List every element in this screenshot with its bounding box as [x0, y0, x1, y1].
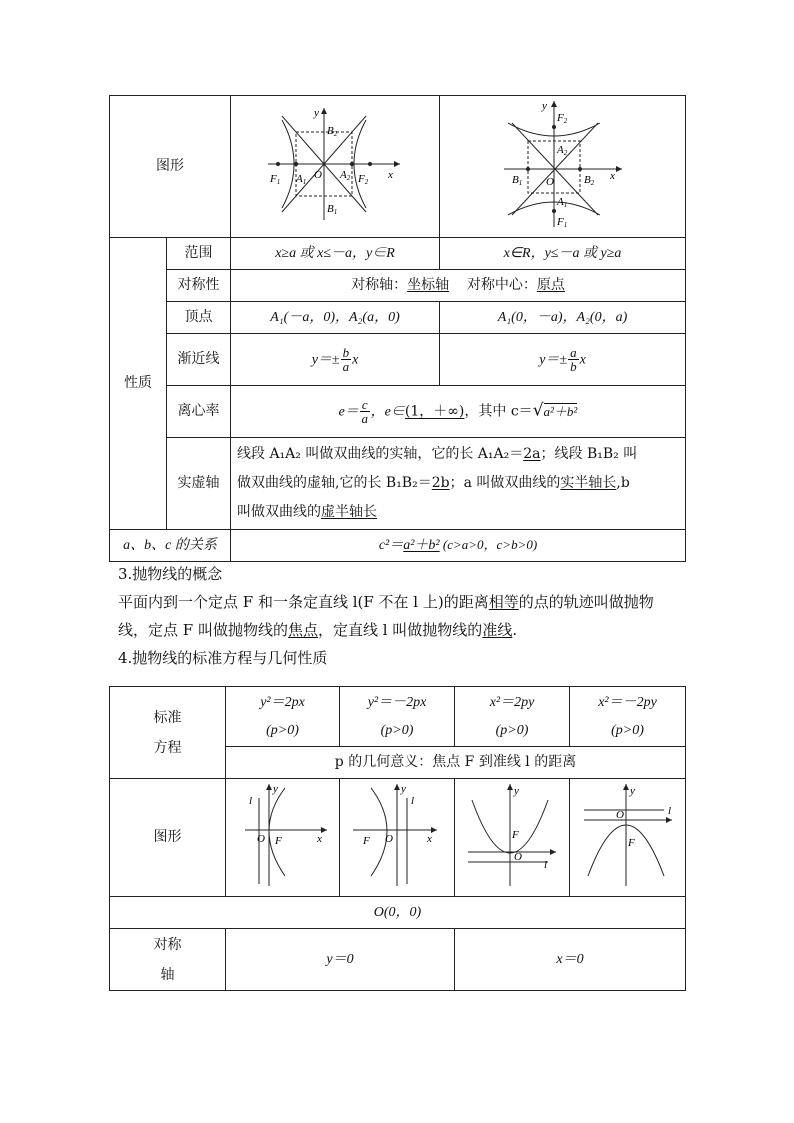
section-3: [118, 560, 688, 672]
svg-text:B2: B2: [327, 124, 338, 138]
s3-p1u: 相等: [488, 593, 519, 611]
std-eq-label-1: 标准: [153, 709, 182, 726]
ria-line2-u: 2b: [431, 475, 450, 491]
svg-text:O: O: [314, 168, 322, 181]
symmetry-axis: 坐标轴: [407, 276, 450, 293]
svg-text:F1: F1: [270, 172, 281, 186]
ria-line3: 叫做双曲线的: [237, 504, 321, 520]
real-imag-axis-label: 实虚轴: [167, 438, 231, 530]
asymptote-left: [231, 334, 440, 386]
ecc-range: (1，＋∞): [404, 403, 465, 420]
ria-line2-u2: 实半轴长: [560, 475, 617, 491]
hyperbola-table: [109, 95, 686, 562]
svg-text:F: F: [627, 836, 635, 849]
symmetry-axis-prefix: 对称轴：: [351, 276, 408, 293]
abc-lhs: c²＝: [378, 537, 404, 553]
svg-text:x: x: [609, 169, 615, 182]
ria-line1: 线段 A₁A₂ 叫做双曲线的实轴，它的长 A₁A₂＝: [237, 446, 524, 462]
section-4-heading: 4.抛物线的标准方程与几何性质: [118, 649, 328, 667]
asymptote-left-den: a: [342, 359, 350, 374]
ecc-range-text: ，e∈: [370, 404, 405, 420]
svg-text:B1: B1: [511, 173, 522, 187]
hyperbola-vertical-figure-svg: [498, 97, 628, 231]
svg-text:x: x: [427, 832, 432, 845]
asymptote-label: 渐近线: [167, 334, 231, 386]
svg-text:B1: B1: [327, 202, 338, 216]
asymptote-right: [440, 334, 686, 386]
s3-p2a: 线，定点 F 叫做抛物线的: [118, 621, 288, 639]
ria-line1-tail: ；线段 B₁B₂ 叫: [540, 446, 638, 462]
ria-line2: 做双曲线的虚轴,它的长 B₁B₂＝: [237, 475, 432, 491]
s3-p2b: ，定直线 l 叫做抛物线的: [317, 621, 483, 639]
ecc-num: c: [361, 397, 368, 412]
parabola-table: [109, 686, 686, 991]
parabola-left-open-svg: [347, 780, 447, 890]
svg-text:O: O: [256, 832, 265, 845]
symmetry-label: 对称性: [167, 270, 231, 302]
svg-text:y: y: [314, 106, 319, 119]
p-meaning: p 的几何意义：焦点 F 到准线 l 的距离: [226, 747, 686, 779]
ecc-den: a: [361, 411, 369, 426]
ecc-lhs: e＝: [338, 404, 359, 420]
ecc-sqrt-body: a²＋b²: [543, 403, 578, 419]
properties-label: 性质: [110, 238, 167, 530]
axis-label-1: 对称: [153, 936, 182, 953]
symmetry-center: 原点: [536, 276, 565, 293]
asymptote-left-fraction: [341, 346, 352, 373]
svg-text:x: x: [388, 168, 393, 181]
parabola-right-open-svg: [233, 780, 333, 890]
svg-text:y: y: [401, 782, 406, 795]
parabola-down-open-svg: [578, 780, 678, 890]
ria-line3-u: 虚半轴长: [321, 504, 377, 520]
axis-label-2: 轴: [160, 966, 175, 983]
svg-text:O: O: [385, 832, 393, 845]
vertex-value: O(0，0): [110, 897, 686, 929]
ecc-tail: ，其中 c＝: [464, 403, 533, 420]
hyperbola-vertical-figure: [440, 96, 686, 238]
eq-2: y²＝－2px: [367, 694, 427, 710]
svg-text:l: l: [544, 858, 548, 871]
eq-cell-2: [340, 687, 455, 747]
svg-text:l: l: [248, 794, 252, 807]
s3-p2u2: 准线: [482, 621, 513, 639]
axis-left: y＝0: [226, 929, 455, 991]
asymptote-right-lhs: y＝±: [539, 352, 568, 368]
eq-1: y²＝2px: [260, 694, 305, 710]
eq-4-cond: (p>0): [611, 722, 644, 738]
range-left: x≥a 或 x≤－a，y∈R: [231, 238, 440, 270]
vertex-left: A₁(－a，0)，A₂(a，0): [231, 302, 440, 334]
s3-p2c: .: [512, 621, 518, 639]
asymptote-right-fraction: [568, 346, 579, 373]
eq-4: x²＝－2py: [598, 694, 657, 710]
ria-line1-u: 2a: [523, 446, 541, 462]
ria-line2-tail: ,b: [616, 475, 630, 491]
svg-text:y: y: [629, 784, 635, 797]
sqrt-icon: √: [532, 400, 544, 421]
section-3-para-line-2: [118, 616, 688, 644]
s3-p1a: 平面内到一个定点 F 和一条定直线 l(F 不在 l 上)的距离: [118, 593, 489, 611]
asymptote-left-rhs: x: [352, 352, 359, 368]
eq-cell-4: [570, 687, 686, 747]
section-3-para-line-1: [118, 588, 688, 616]
real-imag-axis-text: [231, 438, 686, 530]
svg-text:F2: F2: [556, 111, 567, 125]
eccentricity-label: 离心率: [167, 386, 231, 438]
range-right: x∈R，y≤－a 或 y≥a: [440, 238, 686, 270]
svg-text:A2: A2: [556, 143, 567, 157]
hyperbola-horizontal-figure: [231, 96, 440, 238]
ria-line2-mid: ；a 叫做双曲线的: [449, 475, 561, 491]
asymptote-right-num: a: [570, 345, 577, 360]
axis-label: [110, 929, 226, 991]
s3-p1b: 的点的轨迹叫做抛物: [518, 593, 654, 611]
abc-cond: (c>a>0，c>b>0): [439, 536, 538, 552]
s3-p2u: 焦点: [287, 621, 318, 639]
svg-text:F1: F1: [556, 215, 567, 229]
svg-text:A1: A1: [556, 195, 567, 209]
eccentricity-value: [231, 386, 686, 438]
svg-text:O: O: [545, 175, 554, 188]
std-eq-label: [110, 687, 226, 779]
parabola-fig-left-open: [340, 779, 455, 897]
graph-label: 图形: [110, 96, 231, 238]
parabola-up-open-svg: [462, 780, 562, 890]
asymptote-left-num: b: [342, 345, 350, 360]
vertex-label: 顶点: [167, 302, 231, 334]
asymptote-right-den: b: [570, 359, 577, 374]
eq-3: x²＝2py: [489, 694, 535, 710]
parabola-fig-up-open: [455, 779, 570, 897]
ecc-fraction: [360, 398, 370, 425]
hyperbola-horizontal-figure-svg: [260, 102, 410, 226]
svg-text:y: y: [541, 99, 547, 112]
symmetry-center-prefix: 对称中心：: [466, 276, 537, 293]
parabola-fig-right-open: [226, 779, 340, 897]
eq-cell-3: [455, 687, 570, 747]
svg-text:F2: F2: [358, 172, 369, 186]
abc-label: a、b、c 的关系: [110, 530, 231, 562]
svg-text:F: F: [363, 834, 370, 847]
svg-text:y: y: [272, 782, 278, 795]
svg-text:A2: A2: [340, 168, 351, 182]
eq-cell-1: [226, 687, 340, 747]
svg-text:O: O: [615, 808, 624, 821]
svg-text:F: F: [512, 828, 519, 841]
svg-text:x: x: [316, 832, 322, 845]
parabola-fig-down-open: [570, 779, 686, 897]
svg-text:y: y: [514, 784, 519, 797]
svg-text:F: F: [274, 834, 282, 847]
svg-text:l: l: [411, 794, 415, 807]
abc-value: [231, 530, 686, 562]
eq-2-cond: (p>0): [380, 722, 414, 738]
axis-right: x＝0: [455, 929, 686, 991]
section-3-heading: 3.抛物线的概念: [118, 565, 223, 583]
abc-rhs: a²＋b²: [403, 537, 440, 553]
eq-1-cond: (p>0): [266, 722, 299, 738]
std-eq-label-2: 方程: [153, 739, 182, 756]
svg-text:B2: B2: [583, 173, 594, 187]
asymptote-right-rhs: x: [579, 352, 586, 368]
svg-text:O: O: [514, 850, 522, 863]
vertex-right: A₁(0，－a)，A₂(0，a): [440, 302, 686, 334]
symmetry-value: [231, 270, 686, 302]
svg-text:l: l: [667, 804, 671, 817]
eq-3-cond: (p>0): [495, 722, 529, 738]
svg-text:A1: A1: [296, 172, 307, 186]
asymptote-left-lhs: y＝±: [311, 352, 340, 368]
parabola-graph-label: 图形: [110, 779, 226, 897]
range-label: 范围: [167, 238, 231, 270]
